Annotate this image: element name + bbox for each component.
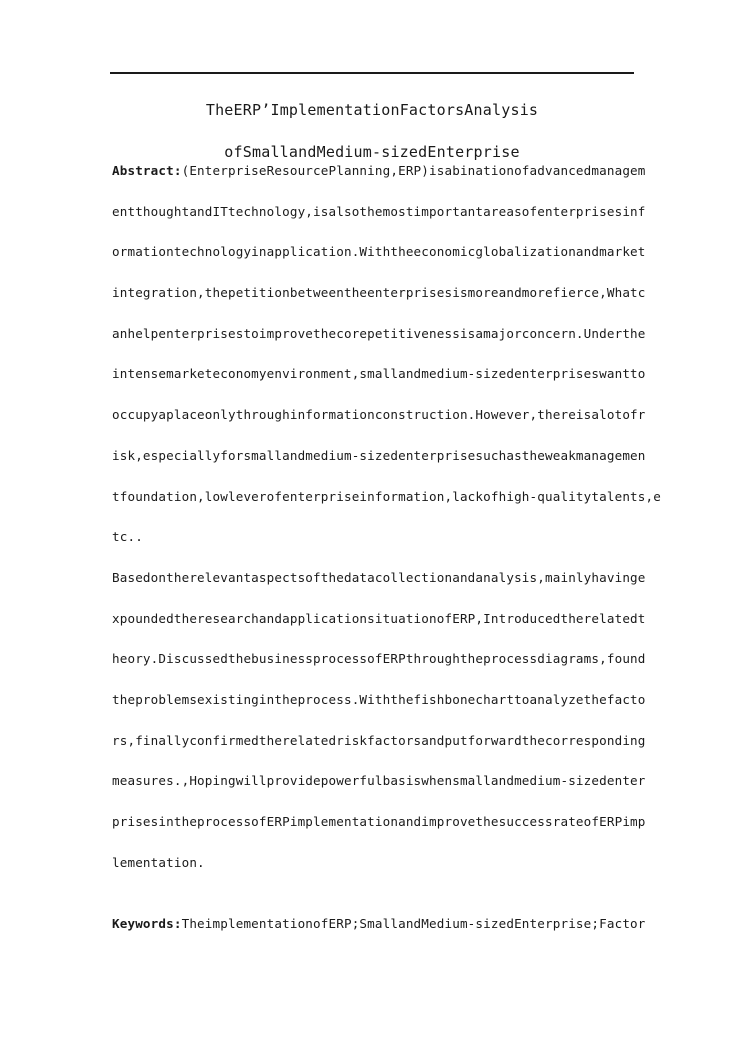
abstract-line: isk,especiallyforsmallandmedium-sizedenterprisesuchastheweakmanagemen [112,447,646,463]
abstract-body [112,151,661,883]
title-line-2: ofSmallandMedium-sizedEnterprise [224,143,520,161]
keywords-line [112,904,646,944]
abstract-line: tc.. [112,529,143,545]
abstract-line: integration,thepetitionbetweentheenterprisesismoreandmorefierce,Whatc [112,285,646,301]
header-rule [110,72,634,74]
abstract-line: Basedontherelevantaspectsofthedatacollectionandanalysis,mainlyhavinge [112,569,646,585]
keywords-label: Keywords: [112,916,182,931]
abstract-line: theproblemsexistingintheprocess.Withthefishbonecharttoanalyzethefacto [112,691,646,707]
abstract-line: ormationtechnologyinapplication.Withtheeconomicglobalizationandmarket [112,244,646,260]
abstract-line: lementation. [112,854,205,870]
abstract-line: intensemarketeconomyenvironment,smallandmedium-sizedenterpriseswantto [112,366,646,382]
abstract-line: xpoundedtheresearchandapplicationsituationofERP,Introducedtherelatedt [112,610,646,626]
abstract-line: occupyaplaceonlythroughinformationconstruction.However,thereisalotofr [112,407,646,423]
abstract-line: anhelpenterprisestoimprovethecorepetitivenessisamajorconcern.Underthe [112,325,646,341]
abstract-line: heory.DiscussedthebusinessprocessofERPthroughtheprocessdiagrams,found [112,651,646,667]
abstract-line: prisesintheprocessofERPimplementationandimprovethesuccessrateofERPimp [112,814,646,829]
abstract-label: Abstract: [112,163,182,178]
abstract-line: Abstract:(EnterpriseResourcePlanning,ERP)isabinationofadvancedmanagem [112,163,646,178]
abstract-line: measures.,Hopingwillprovidepowerfulbasiswhensmallandmedium-sizedenter [112,773,646,789]
title-line-1: TheERP’ImplementationFactorsAnalysis [205,101,539,119]
abstract-line: rs,finallyconfirmedtherelatedriskfactorsandputforwardthecorresponding [112,732,646,748]
abstract-line: tfoundation,lowleverofenterpriseinformation,lackofhigh-qualitytalents,e [112,488,661,504]
keywords-text: TheimplementationofERP;SmallandMedium-sizedEnterprise;Factor [181,916,646,931]
abstract-line: entthoughtandITtechnology,isalsothemostimportantareasofenterprisesinf [112,203,646,219]
